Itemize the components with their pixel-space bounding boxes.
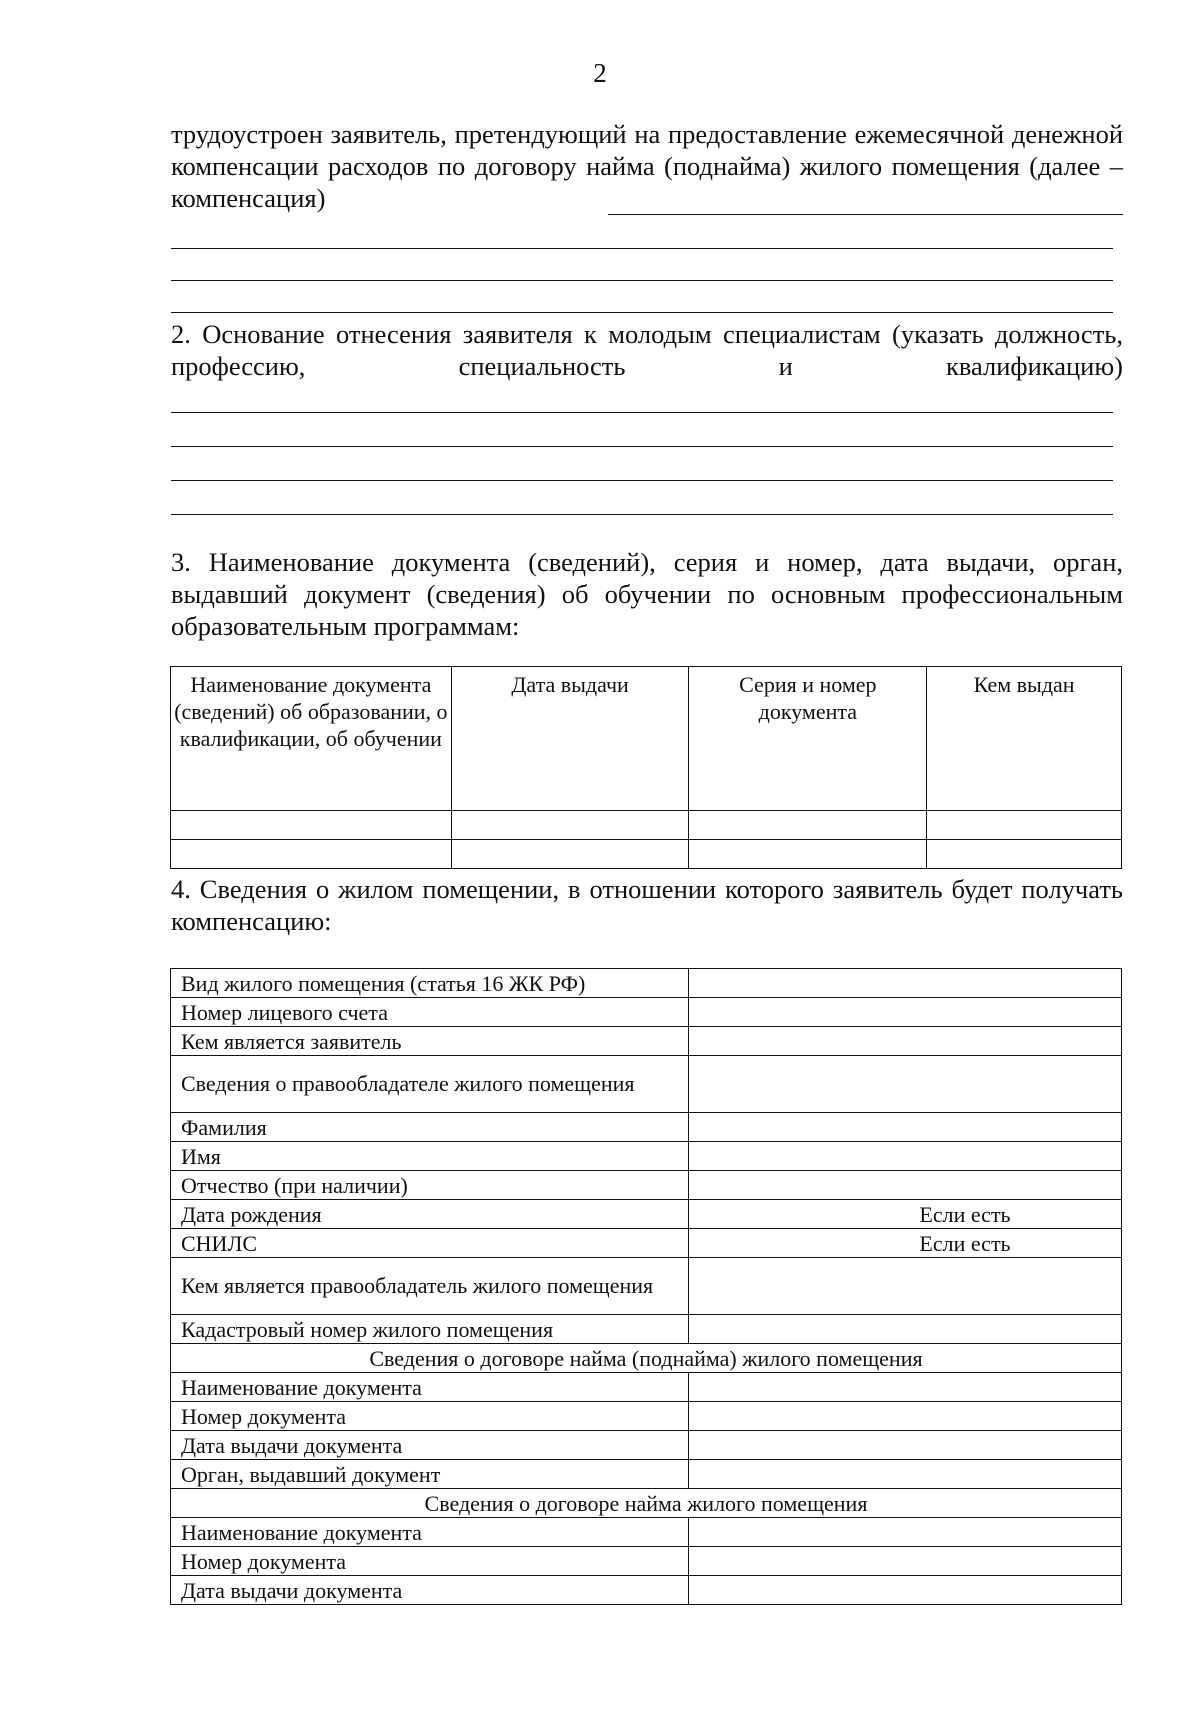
row-label: Вид жилого помещения (статья 16 ЖК РФ)	[171, 969, 689, 998]
row-value[interactable]	[689, 1315, 1122, 1344]
row-value[interactable]	[689, 1576, 1122, 1605]
row-value[interactable]	[689, 1113, 1122, 1142]
row-label: Номер документа	[171, 1547, 689, 1576]
table-cell[interactable]	[171, 840, 452, 869]
table-row	[171, 1373, 1122, 1402]
row-value[interactable]	[689, 1460, 1122, 1489]
table-cell[interactable]	[451, 811, 689, 840]
row-label: СНИЛС	[171, 1229, 689, 1258]
blank-line	[171, 312, 1113, 313]
row-label: Кем является правообладатель жилого помещения	[171, 1258, 689, 1315]
row-label: Номер лицевого счета	[171, 998, 689, 1027]
table-row	[171, 1229, 1122, 1258]
row-value[interactable]	[689, 1258, 1122, 1315]
table-row	[171, 969, 1122, 998]
section-4-paragraph: 4. Сведения о жилом помещении, в отношении которого заявитель будет получать компенсацию:	[171, 874, 1123, 936]
row-value[interactable]: Если есть	[689, 1200, 1122, 1229]
blank-line	[171, 280, 1113, 281]
section-header-row	[171, 1344, 1122, 1373]
row-value[interactable]	[689, 998, 1122, 1027]
row-label: Сведения о правообладателе жилого помещения	[171, 1056, 689, 1113]
column-header: Дата выдачи	[451, 667, 689, 811]
blank-line	[171, 480, 1113, 481]
table-row	[171, 998, 1122, 1027]
housing-info-table	[170, 968, 1122, 1605]
table-cell[interactable]	[927, 840, 1122, 869]
sublease-section-title: Сведения о договоре найма (поднайма) жилого помещения	[171, 1344, 1122, 1373]
table-row	[171, 1431, 1122, 1460]
row-label: Кем является заявитель	[171, 1027, 689, 1056]
column-header: Наименование документа (сведений) об образовании, о квалификации, об обучении	[171, 667, 452, 811]
row-label: Дата выдачи документа	[171, 1576, 689, 1605]
row-label: Наименование документа	[171, 1518, 689, 1547]
section-3-paragraph: 3. Наименование документа (сведений), серия и номер, дата выдачи, орган, выдавший документ (сведения) об обучении по основным профессиональным образовательным программам:	[171, 547, 1123, 641]
row-label: Имя	[171, 1142, 689, 1171]
table-cell[interactable]	[451, 840, 689, 869]
table-row	[171, 1402, 1122, 1431]
row-value[interactable]	[689, 1547, 1122, 1576]
page-number: 2	[593, 58, 607, 88]
section-2-paragraph: 2. Основание отнесения заявителя к молодым специалистам (указать должность, профессию, специальность и квалификацию)	[171, 319, 1123, 381]
intro-paragraph: трудоустроен заявитель, претендующий на предоставление ежемесячной денежной компенсации расходов по договору найма (поднайма) жилого помещения (далее – компенсация)	[171, 119, 1123, 213]
table-cell[interactable]	[689, 840, 927, 869]
table-row	[171, 1142, 1122, 1171]
blank-line	[171, 446, 1113, 447]
table-cell[interactable]	[689, 811, 927, 840]
table-row	[171, 1518, 1122, 1547]
section-header-row	[171, 1489, 1122, 1518]
row-value[interactable]	[689, 1431, 1122, 1460]
table-row	[171, 1460, 1122, 1489]
table-row	[171, 1056, 1122, 1113]
table-row	[171, 1027, 1122, 1056]
row-value[interactable]	[689, 1056, 1122, 1113]
row-label: Орган, выдавший документ	[171, 1460, 689, 1489]
table-row	[171, 1258, 1122, 1315]
row-value[interactable]	[689, 1518, 1122, 1547]
education-documents-table	[170, 666, 1122, 869]
row-label: Кадастровый номер жилого помещения	[171, 1315, 689, 1344]
table-cell[interactable]	[927, 811, 1122, 840]
row-label: Дата рождения	[171, 1200, 689, 1229]
table-cell[interactable]	[171, 811, 452, 840]
row-value[interactable]	[689, 1373, 1122, 1402]
row-value[interactable]	[689, 1142, 1122, 1171]
column-header: Кем выдан	[927, 667, 1122, 811]
row-label: Отчество (при наличии)	[171, 1171, 689, 1200]
blank-line	[171, 412, 1113, 413]
column-header: Серия и номер документа	[689, 667, 927, 811]
table-row	[171, 811, 1122, 840]
table-row	[171, 1576, 1122, 1605]
row-label: Фамилия	[171, 1113, 689, 1142]
table-row	[171, 1200, 1122, 1229]
table-row	[171, 840, 1122, 869]
table-header-row	[171, 667, 1122, 811]
row-label: Дата выдачи документа	[171, 1431, 689, 1460]
row-label: Номер документа	[171, 1402, 689, 1431]
blank-line	[171, 248, 1113, 249]
lease-section-title: Сведения о договоре найма жилого помещения	[171, 1489, 1122, 1518]
row-value[interactable]	[689, 1402, 1122, 1431]
blank-line	[171, 514, 1113, 515]
table-row	[171, 1171, 1122, 1200]
row-value[interactable]	[689, 1171, 1122, 1200]
row-label: Наименование документа	[171, 1373, 689, 1402]
table-row	[171, 1547, 1122, 1576]
table-row	[171, 1315, 1122, 1344]
row-value[interactable]	[689, 969, 1122, 998]
row-value[interactable]	[689, 1027, 1122, 1056]
table-row	[171, 1113, 1122, 1142]
blank-line	[608, 214, 1123, 215]
row-value[interactable]: Если есть	[689, 1229, 1122, 1258]
